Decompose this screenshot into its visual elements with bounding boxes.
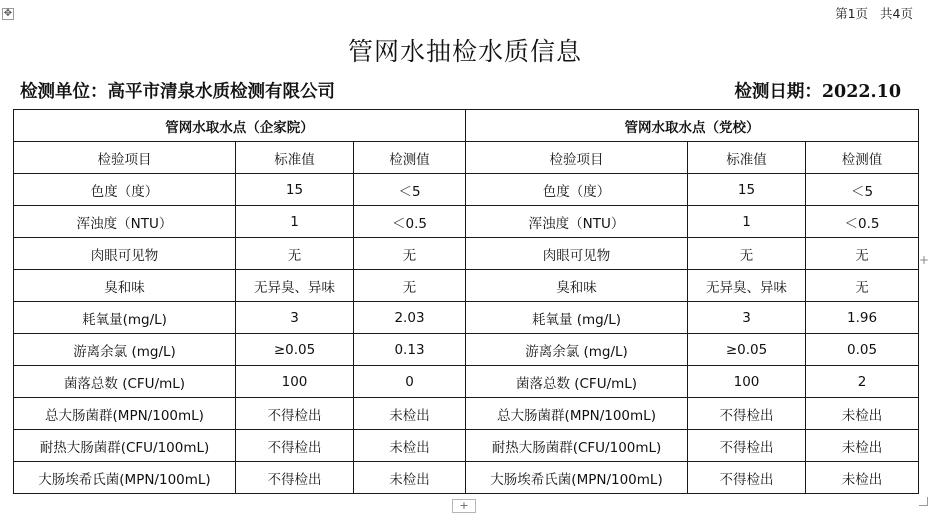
measured-value-cell: ＜0.5 bbox=[806, 206, 919, 238]
col-header-measured: 检测值 bbox=[806, 142, 919, 174]
test-item-cell: 肉眼可见物 bbox=[466, 238, 688, 270]
site-left-header: 管网水取水点（企家院） bbox=[14, 110, 466, 142]
testing-date-label: 检测日期：2022.10 bbox=[734, 82, 901, 102]
test-item-cell: 大肠埃希氏菌(MPN/100mL) bbox=[14, 462, 236, 494]
standard-value-cell: 不得检出 bbox=[236, 430, 354, 462]
measured-value-cell: 未检出 bbox=[354, 398, 466, 430]
measured-value-cell: 无 bbox=[806, 238, 919, 270]
measured-value-cell: 无 bbox=[354, 270, 466, 302]
table-row bbox=[14, 430, 919, 462]
col-header-item: 检验项目 bbox=[466, 142, 688, 174]
measured-value-cell: 0.13 bbox=[354, 334, 466, 366]
standard-value-cell: 无异臭、异味 bbox=[688, 270, 806, 302]
standard-value-cell: 100 bbox=[236, 366, 354, 398]
table-row bbox=[14, 366, 919, 398]
total-pages: 共4页 bbox=[880, 6, 913, 21]
test-item-cell: 总大肠菌群(MPN/100mL) bbox=[466, 398, 688, 430]
test-item-cell: 色度（度） bbox=[14, 174, 236, 206]
measured-value-cell: 未检出 bbox=[354, 430, 466, 462]
measured-value-cell: 1.96 bbox=[806, 302, 919, 334]
add-column-plus-icon[interactable]: + bbox=[918, 253, 929, 267]
measured-value-cell: 未检出 bbox=[806, 430, 919, 462]
test-item-cell: 耗氧量(mg/L) bbox=[14, 302, 236, 334]
table-row bbox=[14, 302, 919, 334]
col-header-standard: 标准值 bbox=[236, 142, 354, 174]
standard-value-cell: 无异臭、异味 bbox=[236, 270, 354, 302]
standard-value-cell: 1 bbox=[688, 206, 806, 238]
measured-value-cell: 未检出 bbox=[354, 462, 466, 494]
standard-value-cell: 15 bbox=[688, 174, 806, 206]
table-row bbox=[14, 462, 919, 494]
standard-value-cell: 3 bbox=[688, 302, 806, 334]
standard-value-cell: 无 bbox=[236, 238, 354, 270]
standard-value-cell: 不得检出 bbox=[688, 398, 806, 430]
test-item-cell: 耐热大肠菌群(CFU/100mL) bbox=[466, 430, 688, 462]
measured-value-cell: 无 bbox=[354, 238, 466, 270]
measured-value-cell: 未检出 bbox=[806, 462, 919, 494]
table-row bbox=[14, 398, 919, 430]
col-header-item: 检验项目 bbox=[14, 142, 236, 174]
table-resize-handle-icon[interactable] bbox=[919, 497, 928, 506]
standard-value-cell: 15 bbox=[236, 174, 354, 206]
standard-value-cell: 不得检出 bbox=[236, 398, 354, 430]
table-row bbox=[14, 270, 919, 302]
test-item-cell: 耗氧量 (mg/L) bbox=[466, 302, 688, 334]
measured-value-cell: ＜0.5 bbox=[354, 206, 466, 238]
test-item-cell: 浑浊度（NTU） bbox=[14, 206, 236, 238]
page-indicator bbox=[835, 4, 913, 22]
col-header-measured: 检测值 bbox=[354, 142, 466, 174]
test-item-cell: 色度（度） bbox=[466, 174, 688, 206]
standard-value-cell: 不得检出 bbox=[688, 430, 806, 462]
measured-value-cell: ＜5 bbox=[806, 174, 919, 206]
table-row bbox=[14, 334, 919, 366]
test-item-cell: 浑浊度（NTU） bbox=[466, 206, 688, 238]
column-header-row bbox=[14, 142, 919, 174]
document-title: 管网水抽检水质信息 bbox=[347, 37, 582, 66]
test-item-cell: 菌落总数 (CFU/mL) bbox=[466, 366, 688, 398]
measured-value-cell: 2 bbox=[806, 366, 919, 398]
test-item-cell: 臭和味 bbox=[466, 270, 688, 302]
table-row bbox=[14, 238, 919, 270]
test-item-cell: 耐热大肠菌群(CFU/100mL) bbox=[14, 430, 236, 462]
measured-value-cell: 无 bbox=[806, 270, 919, 302]
standard-value-cell: 不得检出 bbox=[688, 462, 806, 494]
test-item-cell: 肉眼可见物 bbox=[14, 238, 236, 270]
water-quality-table bbox=[13, 109, 919, 494]
measured-value-cell: 0.05 bbox=[806, 334, 919, 366]
measured-value-cell: 未检出 bbox=[806, 398, 919, 430]
standard-value-cell: ≥0.05 bbox=[688, 334, 806, 366]
table-move-handle-icon[interactable]: ✥ bbox=[3, 8, 13, 19]
measured-value-cell: ＜5 bbox=[354, 174, 466, 206]
measured-value-cell: 0 bbox=[354, 366, 466, 398]
standard-value-cell: 无 bbox=[688, 238, 806, 270]
test-item-cell: 游离余氯 (mg/L) bbox=[466, 334, 688, 366]
standard-value-cell: ≥0.05 bbox=[236, 334, 354, 366]
add-row-button[interactable]: + bbox=[452, 499, 476, 513]
site-header-row bbox=[14, 110, 919, 142]
test-item-cell: 臭和味 bbox=[14, 270, 236, 302]
standard-value-cell: 100 bbox=[688, 366, 806, 398]
test-item-cell: 菌落总数 (CFU/mL) bbox=[14, 366, 236, 398]
standard-value-cell: 不得检出 bbox=[236, 462, 354, 494]
test-item-cell: 总大肠菌群(MPN/100mL) bbox=[14, 398, 236, 430]
table-row bbox=[14, 174, 919, 206]
measured-value-cell: 2.03 bbox=[354, 302, 466, 334]
col-header-standard: 标准值 bbox=[688, 142, 806, 174]
site-right-header: 管网水取水点（党校） bbox=[466, 110, 919, 142]
table-row bbox=[14, 206, 919, 238]
test-item-cell: 游离余氯 (mg/L) bbox=[14, 334, 236, 366]
standard-value-cell: 1 bbox=[236, 206, 354, 238]
standard-value-cell: 3 bbox=[236, 302, 354, 334]
testing-unit-label: 检测单位：高平市清泉水质检测有限公司 bbox=[20, 82, 335, 102]
test-item-cell: 大肠埃希氏菌(MPN/100mL) bbox=[466, 462, 688, 494]
current-page: 第1页 bbox=[835, 6, 869, 21]
